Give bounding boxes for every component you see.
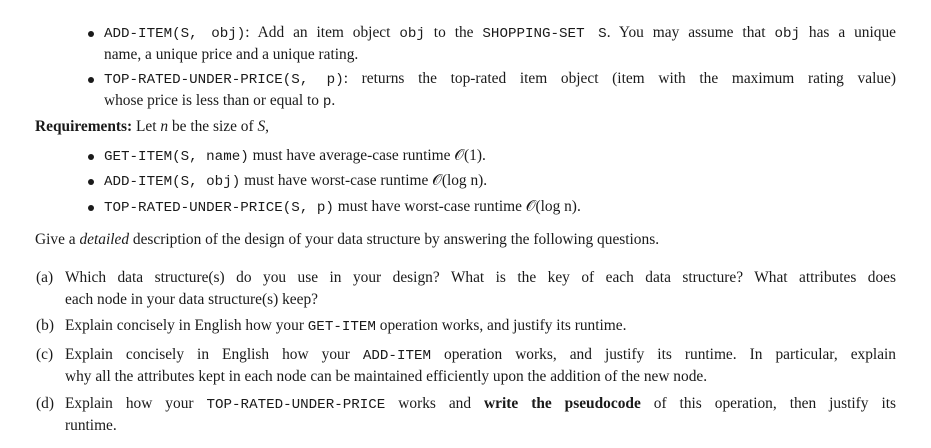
question-label: (d)	[36, 395, 54, 412]
question-line-1: Explain concisely in English how your ADD-ITEM operation works, and justify its runtime. In particular, explain	[65, 346, 896, 364]
add-item-line-2: name, a unique price and a unique rating.	[104, 46, 359, 63]
bullet-dot	[88, 77, 94, 83]
question-line-1: Explain how your TOP-RATED-UNDER-PRICE works and write the pseudocode of this operation, then justify its	[65, 395, 896, 413]
question-label: (b)	[36, 317, 54, 334]
bullet-dot	[88, 154, 94, 160]
top-rated-line-1: TOP-RATED-UNDER-PRICE(S, p): returns the top-rated item object (item with the maximum rating value)	[104, 70, 897, 88]
bullet-dot	[88, 205, 94, 211]
question-line-2: each node in your data structure(s) keep?	[65, 291, 318, 308]
top-rated-line-2: whose price is less than or equal to p.	[104, 92, 336, 110]
instruction-paragraph: Give a detailed description of the design of your data structure by answering the following questions.	[35, 231, 660, 248]
question-line-1: Which data structure(s) do you use in your design? What is the key of each data structure? What attributes does	[65, 269, 896, 286]
question-label: (a)	[36, 269, 54, 286]
question-line-1: Explain concisely in English how your GET-ITEM operation works, and justify its runtime.	[65, 317, 627, 335]
question-label: (c)	[36, 346, 54, 363]
requirements-heading: Requirements:	[35, 118, 133, 135]
requirements-intro: Requirements: Let n be the size of S,	[35, 118, 269, 135]
bullet-dot	[88, 31, 94, 37]
bullet-dot	[88, 179, 94, 185]
add-item-line-1: ADD-ITEM(S, obj): Add an item object obj to the SHOPPING-SET S. You may assume that obj has a unique	[104, 24, 896, 42]
question-line-2: why all the attributes kept in each node can be maintained efficiently upon the addition of the new node.	[65, 368, 708, 385]
requirement-item: ADD-ITEM(S, obj) must have worst-case runtime 𝒪(log n).	[104, 172, 488, 190]
requirement-item: TOP-RATED-UNDER-PRICE(S, p) must have worst-case runtime 𝒪(log n).	[104, 198, 581, 216]
question-line-2: runtime.	[65, 417, 117, 434]
requirement-item: GET-ITEM(S, name) must have average-case runtime 𝒪(1).	[104, 147, 486, 165]
